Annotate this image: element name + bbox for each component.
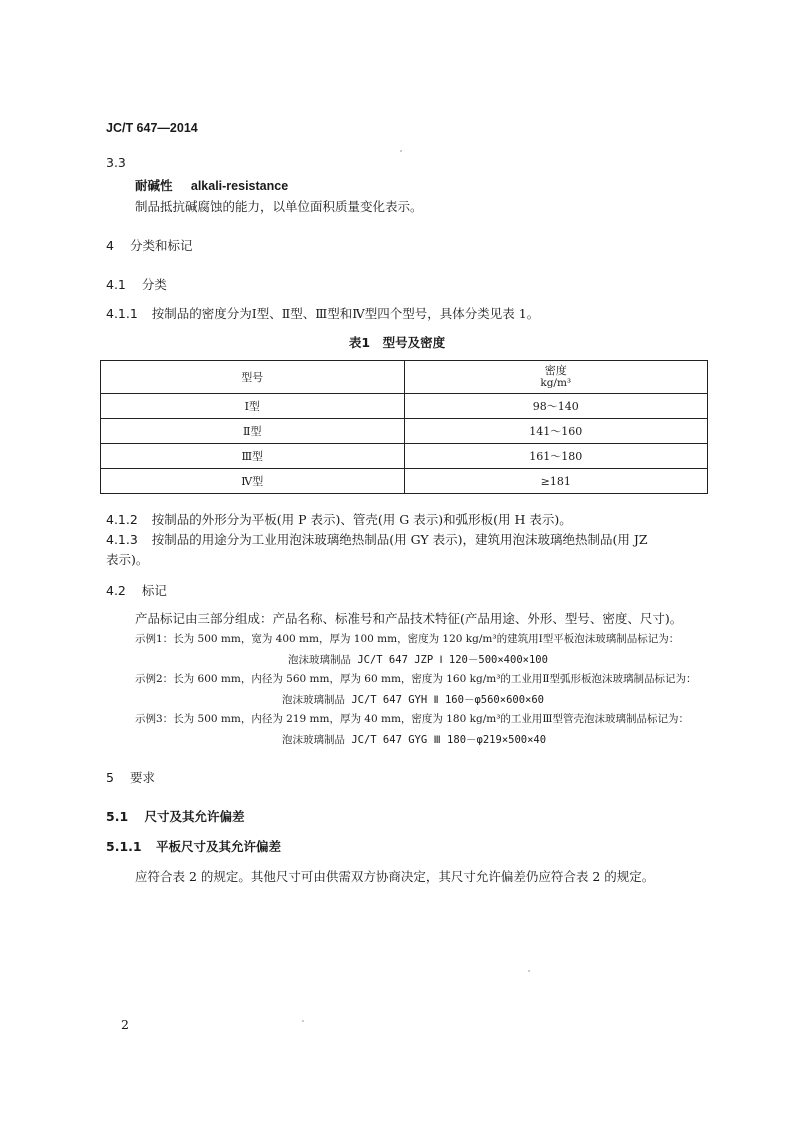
section-title: 分类和标记	[129, 238, 193, 253]
table-1-caption: 表1 型号及密度	[348, 335, 446, 350]
marking-intro: 产品标记由三部分组成：产品名称、标准号和产品技术特征(产品用途、外形、型号、密度、尺寸)。	[135, 611, 683, 626]
clause-title: 标记	[141, 583, 167, 598]
clause-number: 5.1	[106, 809, 129, 824]
section-number: 5	[106, 770, 114, 785]
section-5-heading	[106, 768, 155, 786]
cell-density: 141～160	[404, 419, 708, 444]
clause-4-1-3	[106, 530, 648, 548]
clause-4-1-2	[106, 510, 572, 528]
clause-3-3-number: 3.3	[106, 155, 126, 170]
clause-4-1-3-line2: 表示)。	[106, 552, 149, 567]
table-row	[101, 394, 708, 419]
example-3	[135, 711, 689, 726]
section-4-heading	[106, 236, 192, 254]
clause-text: 按制品的外形分为平板(用 P 表示)、管壳(用 G 表示)和弧形板(用 H 表示)。	[151, 512, 572, 527]
clause-4-1-1	[106, 304, 539, 322]
clause-number: 4.1	[106, 277, 126, 292]
example-label: 示例1：	[135, 633, 174, 645]
example-1-mark: 泡沫玻璃制品 JC/T 647 JZP Ⅰ 120－500×400×100	[288, 654, 548, 666]
clause-text: 按制品的密度分为Ⅰ型、Ⅱ型、Ⅲ型和Ⅳ型四个型号，具体分类见表 1。	[151, 306, 540, 321]
cell-type: Ⅳ型	[101, 469, 405, 494]
density-table	[100, 360, 708, 494]
term-english: alkali-resistance	[190, 179, 289, 193]
clause-number: 4.2	[106, 583, 126, 598]
example-desc: 长为 500 mm，宽为 400 mm，厚为 100 mm，密度为 120 kg/m³的建筑用Ⅰ型平板泡沫玻璃制品标记为：	[173, 633, 680, 645]
clause-4-1-heading	[106, 275, 167, 293]
scan-speck	[302, 1020, 304, 1022]
clause-4-2-heading	[106, 581, 167, 599]
table-header-row	[101, 361, 708, 394]
clause-number: 5.1.1	[106, 839, 142, 854]
cell-density: 161～180	[404, 444, 708, 469]
table-row	[101, 444, 708, 469]
example-3-mark: 泡沫玻璃制品 JC/T 647 GYG Ⅲ 180－φ219×500×40	[282, 734, 547, 746]
example-desc: 长为 500 mm，内径为 219 mm，厚为 40 mm，密度为 180 kg/m³的工业用Ⅲ型管壳泡沫玻璃制品标记为：	[173, 713, 690, 725]
clause-title: 分类	[141, 277, 167, 292]
term-heading	[135, 176, 288, 194]
example-2	[135, 671, 697, 686]
header-density	[404, 361, 708, 394]
cell-type: Ⅱ型	[101, 419, 405, 444]
example-label: 示例3：	[135, 713, 174, 725]
density-label: 密度	[544, 364, 567, 377]
term-chinese: 耐碱性	[135, 178, 173, 193]
cell-density: ≥181	[404, 469, 708, 494]
clause-text-line1: 按制品的用途分为工业用泡沫玻璃绝热制品(用 GY 表示)，建筑用泡沫玻璃绝热制品(用 JZ	[151, 532, 648, 547]
clause-5-1-heading	[106, 807, 245, 825]
scan-speck	[528, 970, 530, 972]
example-desc: 长为 600 mm，内径为 560 mm，厚为 60 mm，密度为 160 kg/m³的工业用Ⅱ型弧形板泡沫玻璃制品标记为：	[173, 673, 697, 685]
clause-5-1-1-heading	[106, 837, 281, 855]
clause-number: 4.1.3	[106, 532, 138, 547]
clause-title: 尺寸及其允许偏差	[144, 809, 245, 824]
example-1	[135, 631, 679, 646]
scan-speck	[400, 150, 402, 152]
example-2-mark: 泡沫玻璃制品 JC/T 647 GYH Ⅱ 160－φ560×600×60	[282, 694, 544, 706]
example-label: 示例2：	[135, 673, 174, 685]
cell-density: 98～140	[404, 394, 708, 419]
section-title: 要求	[129, 770, 155, 785]
cell-type: Ⅰ型	[101, 394, 405, 419]
page-number: 2	[121, 1017, 129, 1032]
clause-number: 4.1.1	[106, 306, 138, 321]
document-number: JC/T 647—2014	[106, 121, 198, 135]
clause-5-1-1-text: 应符合表 2 的规定。其他尺寸可由供需双方协商决定，其尺寸允许偏差仍应符合表 2 的规定。	[135, 869, 655, 884]
clause-number: 4.1.2	[106, 512, 138, 527]
clause-title: 平板尺寸及其允许偏差	[155, 839, 281, 854]
term-definition: 制品抵抗碱腐蚀的能力，以单位面积质量变化表示。	[135, 199, 423, 214]
section-number: 4	[106, 238, 114, 253]
table-row	[101, 469, 708, 494]
table-row	[101, 419, 708, 444]
header-type: 型号	[101, 361, 405, 394]
density-unit: kg/m³	[540, 377, 572, 389]
cell-type: Ⅲ型	[101, 444, 405, 469]
